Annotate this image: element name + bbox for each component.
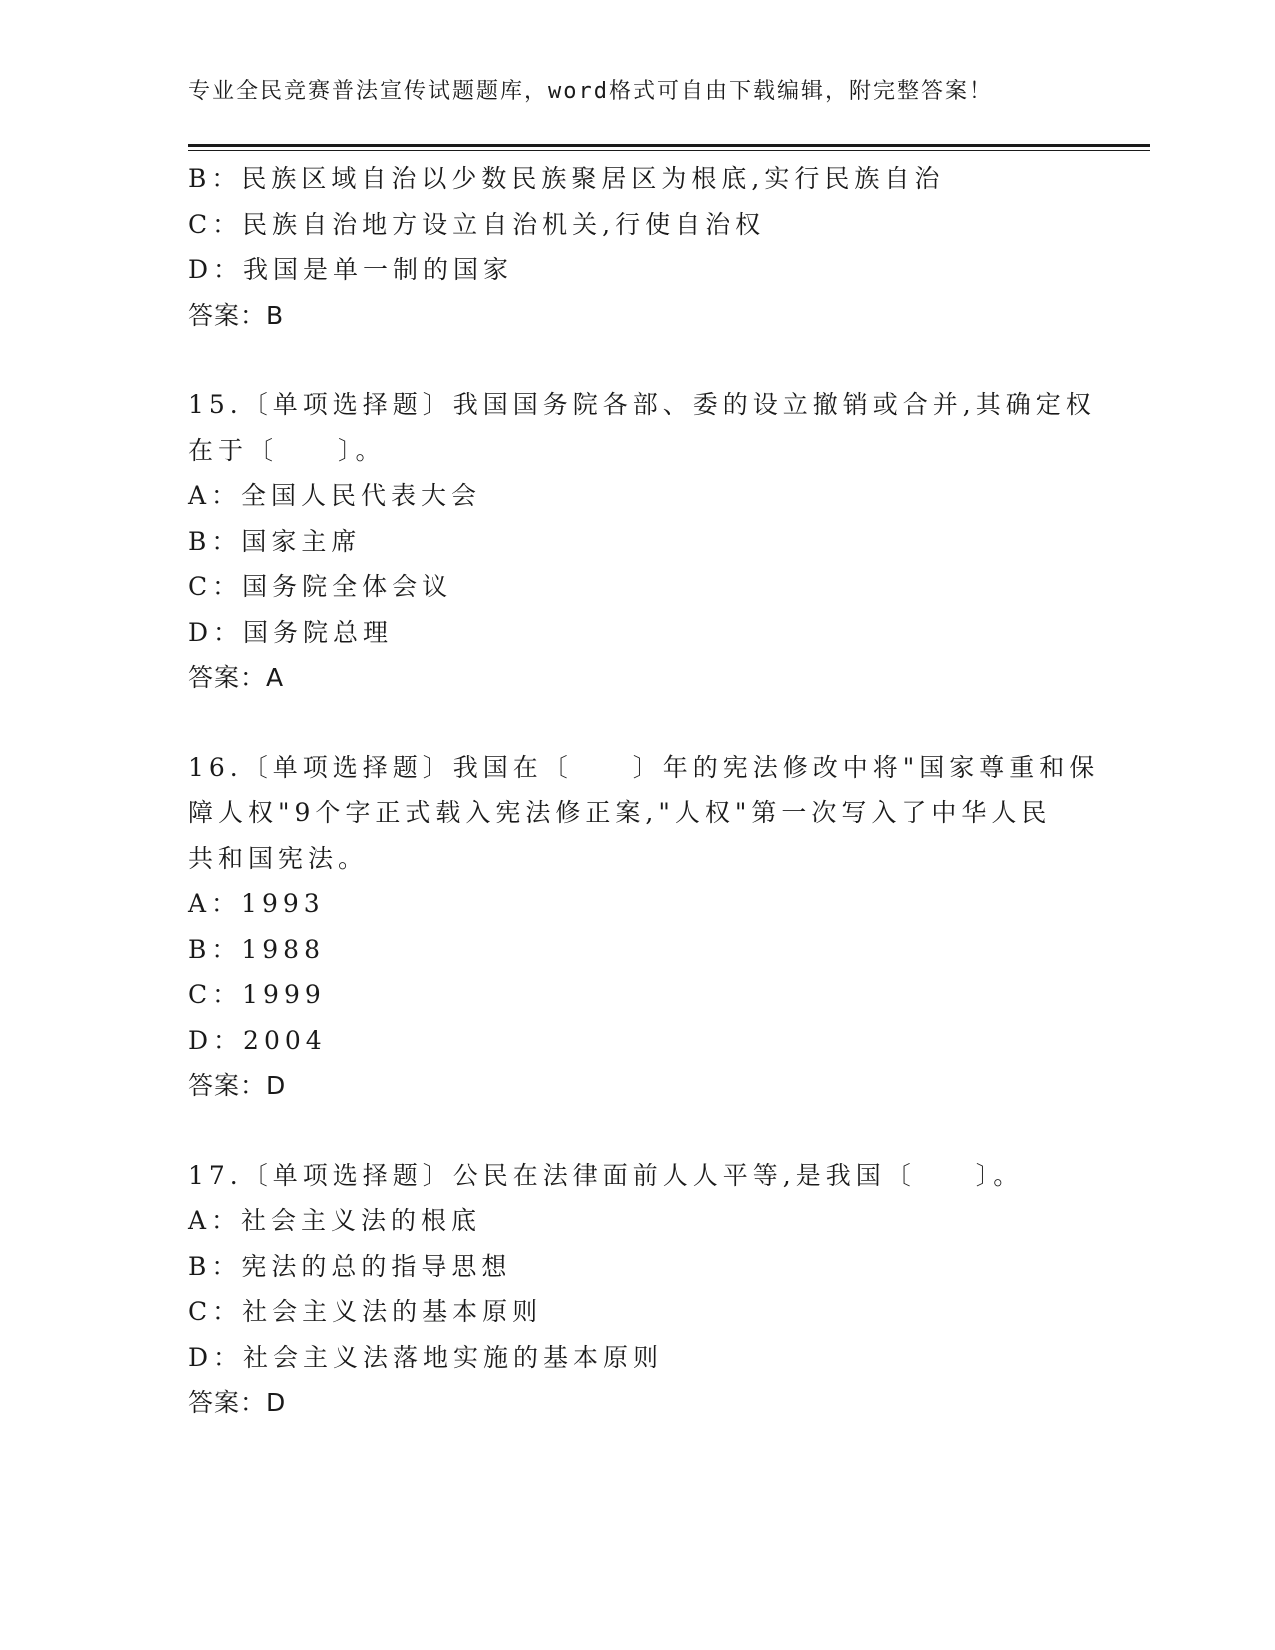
question-17 [188, 1153, 1088, 1426]
answer-line: 答案：D [188, 1071, 287, 1100]
question-text-line: 在于〔 〕。 [188, 435, 386, 465]
question-text-line: 共和国宪法。 [188, 843, 369, 873]
question-text-line: 16.〔单项选择题〕我国在〔 〕年的宪法修改中将"国家尊重和保 [188, 752, 1100, 782]
header-divider-thin [188, 150, 1150, 151]
header-divider-thick [188, 144, 1150, 147]
option-a: A：全国人民代表大会 [188, 481, 482, 510]
option-c: C：国务院全体会议 [188, 572, 453, 601]
question-text-line: 17.〔单项选择题〕公民在法律面前人人平等,是我国〔 〕。 [188, 1160, 1024, 1190]
document-body [188, 156, 1100, 1426]
option-b: B：1988 [188, 934, 325, 964]
option-b: B：宪法的总的指导思想 [188, 1251, 512, 1281]
question-text-line: 15.〔单项选择题〕我国国务院各部、委的设立撤销或合并,其确定权 [188, 390, 1096, 419]
option-c: C：1999 [188, 980, 326, 1009]
question-text-line: 障人权"9个字正式载入宪法修正案,"人权"第一次写入了中华人民 [188, 798, 1052, 827]
option-c: C：民族自治地方设立自治机关,行使自治权 [188, 209, 766, 239]
continued-question-block [188, 156, 1088, 338]
option-b: B：国家主席 [188, 526, 362, 556]
option-a: A：1993 [188, 889, 325, 918]
page-header-text: 专业全民竞赛普法宣传试题题库，word格式可自由下载编辑，附完整答案！ [188, 79, 993, 104]
option-c: C：社会主义法的基本原则 [188, 1297, 543, 1326]
answer-line: 答案：A [188, 663, 285, 692]
option-a: A：社会主义法的根底 [188, 1206, 482, 1235]
question-15 [188, 382, 1096, 701]
option-d: D：国务院总理 [188, 617, 394, 647]
question-16 [188, 745, 1100, 1109]
answer-line: 答案：B [188, 300, 285, 330]
answer-line: 答案：D [188, 1388, 287, 1417]
option-d: D：我国是单一制的国家 [188, 255, 514, 284]
option-d: D：2004 [188, 1025, 327, 1055]
option-d: D：社会主义法落地实施的基本原则 [188, 1342, 664, 1372]
option-b: B：民族区域自治以少数民族聚居区为根底,实行民族自治 [188, 164, 945, 193]
